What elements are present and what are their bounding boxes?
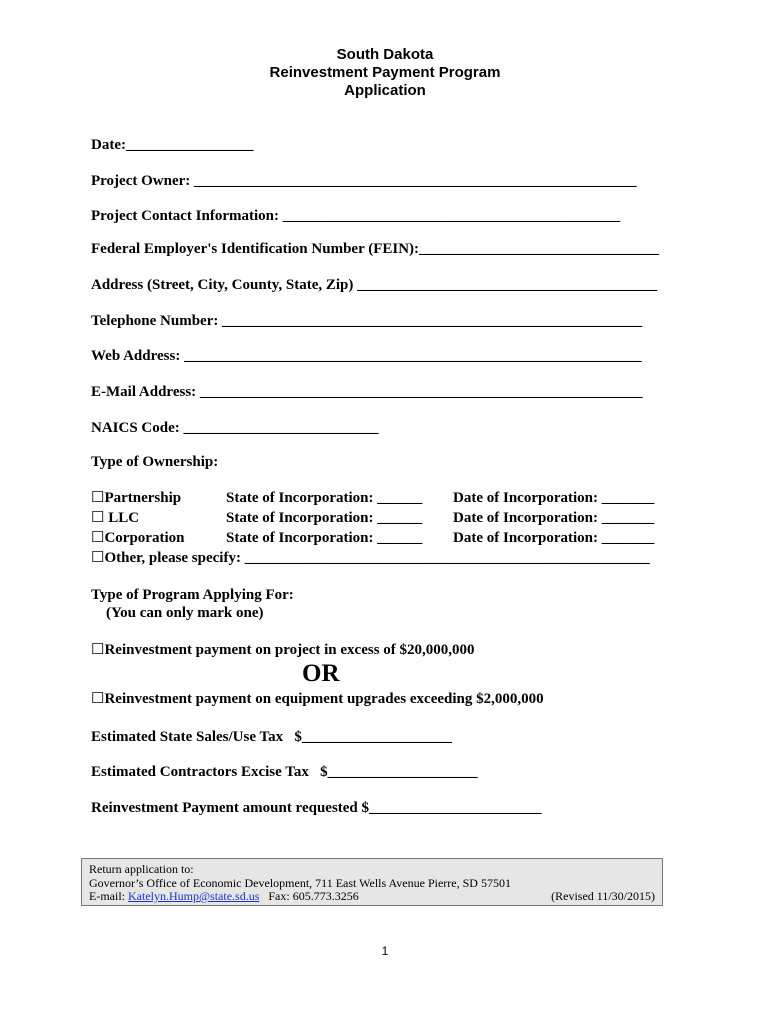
program-subheading: (You can only mark one) — [91, 605, 264, 621]
partnership-checkbox[interactable]: ☐ — [91, 490, 105, 506]
or-separator: OR — [302, 660, 340, 687]
partnership-state-field[interactable]: State of Incorporation: ______ — [226, 490, 423, 506]
corporation-checkbox[interactable]: ☐ — [91, 530, 105, 546]
equipment-option-checkbox[interactable]: ☐ — [91, 691, 105, 707]
partnership-date-field[interactable]: Date of Incorporation: _______ — [453, 490, 655, 506]
header-program: Reinvestment Payment Program — [269, 64, 501, 81]
fax-number: Fax: 605.773.3256 — [259, 889, 359, 903]
corporation-label: Corporation — [104, 530, 185, 546]
ownership-heading: Type of Ownership: — [91, 454, 219, 470]
other-checkbox[interactable]: ☐ — [91, 550, 105, 566]
project-contact-field[interactable]: Project Contact Information: _____________________________________________ — [91, 208, 621, 224]
program-heading: Type of Program Applying For: — [91, 587, 294, 603]
header-state: South Dakota — [336, 46, 434, 63]
corporation-date-field[interactable]: Date of Incorporation: _______ — [453, 530, 655, 546]
equipment-option-label: Reinvestment payment on equipment upgrades exceeding $2,000,000 — [104, 691, 544, 707]
office-address: Governor’s Office of Economic Development, 711 East Wells Avenue Pierre, SD 57501 — [89, 875, 511, 890]
header-application: Application — [344, 82, 426, 99]
date-field[interactable]: Date:_________________ — [91, 137, 254, 153]
address-field[interactable]: Address (Street, City, County, State, Zip) ________________________________________ — [91, 277, 658, 293]
email-address-field[interactable]: E-Mail Address: ___________________________________________________________ — [91, 384, 643, 400]
other-specify-field[interactable]: Other, please specify: ______________________________________________________ — [104, 550, 650, 566]
page-number: 1 — [381, 944, 389, 958]
corporation-state-field[interactable]: State of Incorporation: ______ — [226, 530, 423, 546]
llc-date-field[interactable]: Date of Incorporation: _______ — [453, 510, 655, 526]
return-info-box — [81, 858, 663, 906]
email-label: E-mail: — [89, 889, 128, 903]
fein-field[interactable]: Federal Employer's Identification Number (FEIN):________________________________ — [91, 241, 660, 257]
naics-code-field[interactable]: NAICS Code: __________________________ — [91, 420, 379, 436]
sales-use-tax-field[interactable]: Estimated State Sales/Use Tax $____________________ — [91, 729, 452, 745]
project-owner-field[interactable]: Project Owner: ___________________________________________________________ — [91, 173, 637, 189]
telephone-field[interactable]: Telephone Number: ________________________________________________________ — [91, 313, 643, 329]
revised-date: (Revised 11/30/2015) — [551, 889, 655, 903]
llc-checkbox[interactable]: ☐ — [91, 510, 105, 526]
project-option-checkbox[interactable]: ☐ — [91, 642, 105, 658]
contractors-excise-tax-field[interactable]: Estimated Contractors Excise Tax $____________________ — [91, 764, 478, 780]
llc-state-field[interactable]: State of Incorporation: ______ — [226, 510, 423, 526]
web-address-field[interactable]: Web Address: _____________________________________________________________ — [91, 348, 642, 364]
email-link[interactable]: Katelyn.Hump@state.sd.us — [128, 889, 260, 903]
project-option-label: Reinvestment payment on project in excess of $20,000,000 — [104, 642, 475, 658]
llc-label: LLC — [104, 510, 140, 526]
form-header — [0, 46, 770, 100]
program-option-equipment — [91, 690, 544, 708]
amount-requested-field[interactable]: Reinvestment Payment amount requested $_______________________ — [91, 800, 542, 816]
program-option-project — [91, 641, 475, 659]
partnership-label: Partnership — [104, 490, 182, 506]
contact-row — [89, 890, 655, 904]
return-label: Return application to: — [89, 862, 194, 876]
